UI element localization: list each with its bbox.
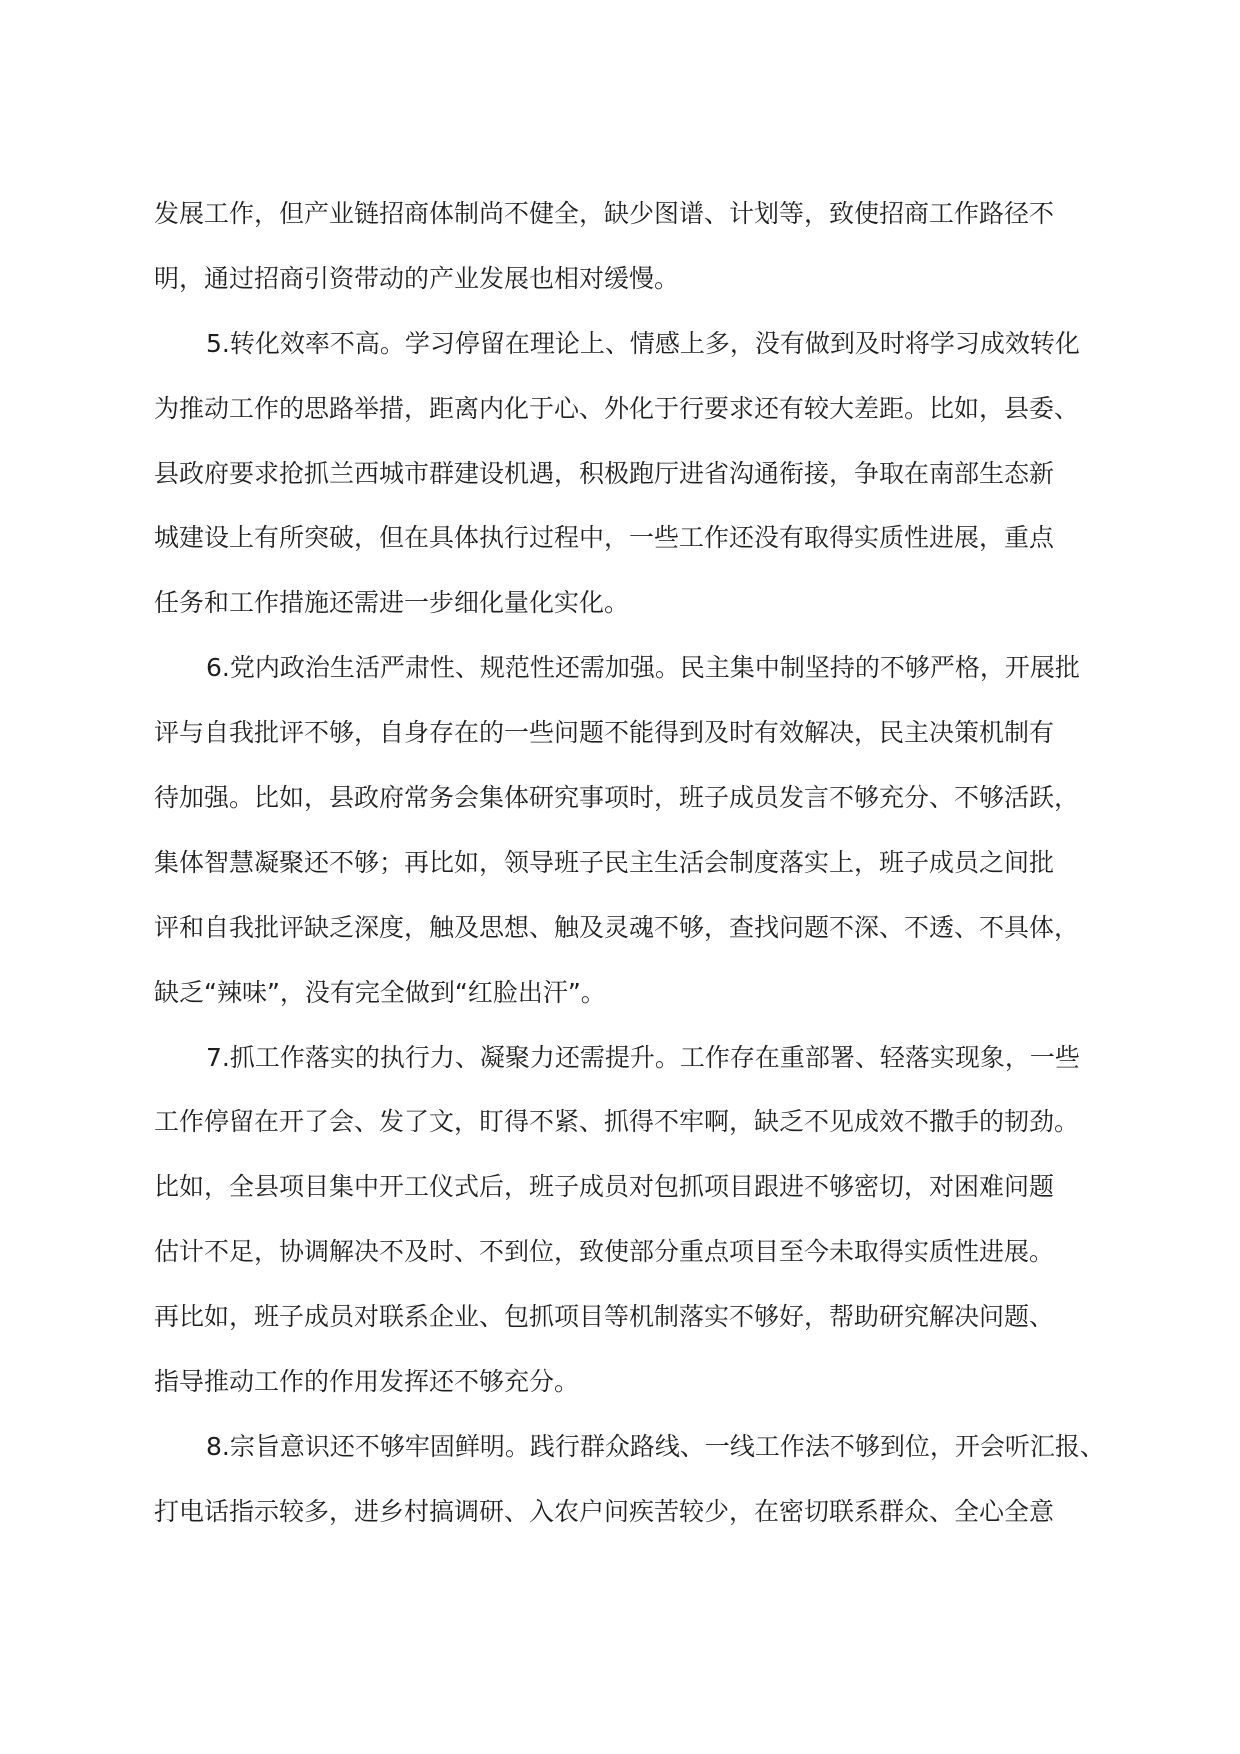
text-line: 城建设上有所突破，但在具体执行过程中，一些工作还没有取得实质性进展，重点 [154,523,1055,553]
document-body [154,188,1105,1551]
text-line: 再比如，班子成员对联系企业、包抓项目等机制落实不够好，帮助研究解决问题、 [154,1302,1055,1332]
text-line: 打电话指示较多，进乡村搞调研、入农户问疾苦较少，在密切联系群众、全心全意 [154,1496,1055,1526]
section-6-heading-line: 6.党内政治生活严肃性、规范性还需加强。民主集中制坚持的不够严格，开展批 [206,653,1080,683]
text-line: 评与自我批评不够，自身存在的一些问题不能得到及时有效解决，民主决策机制有 [154,718,1055,748]
text-line: 任务和工作措施还需进一步细化量化实化。 [154,588,630,618]
text-line: 缺乏“辣味”，没有完全做到“红脸出汗”。 [154,977,606,1007]
text-line: 集体智慧凝聚还不够；再比如，领导班子民主生活会制度落实上，班子成员之间批 [154,847,1055,877]
text-line: 工作停留在开了会、发了文，盯得不紧、抓得不牢啊，缺乏不见成效不撒手的韧劲。 [154,1107,1080,1137]
text-line: 明，通过招商引资带动的产业发展也相对缓慢。 [154,263,680,293]
text-line: 指导推动工作的作用发挥还不够充分。 [154,1367,580,1397]
section-8-heading-line: 8.宗旨意识还不够牢固鲜明。践行群众路线、一线工作法不够到位，开会听汇报、 [206,1431,1105,1461]
section-7-heading-line: 7.抓工作落实的执行力、凝聚力还需提升。工作存在重部署、轻落实现象，一些 [206,1042,1080,1072]
text-line: 估计不足，协调解决不及时、不到位，致使部分重点项目至今未取得实质性进展。 [154,1237,1055,1267]
text-line: 为推动工作的思路举措，距离内化于心、外化于行要求还有较大差距。比如，县委、 [154,393,1080,423]
text-line: 发展工作，但产业链招商体制尚不健全，缺少图谱、计划等，致使招商工作路径不 [154,199,1055,228]
section-5-heading-line: 5.转化效率不高。学习停留在理论上、情感上多，没有做到及时将学习成效转化 [206,328,1080,358]
text-line: 县政府要求抢抓兰西城市群建设机遇，积极跑厅进省沟通衔接，争取在南部生态新 [154,458,1055,488]
text-line: 待加强。比如，县政府常务会集体研究事项时，班子成员发言不够充分、不够活跃， [154,783,1080,813]
text-line: 评和自我批评缺乏深度，触及思想、触及灵魂不够，查找问题不深、不透、不具体， [154,912,1080,942]
text-line: 比如，全县项目集中开工仪式后，班子成员对包抓项目跟进不够密切，对困难问题 [154,1172,1055,1202]
